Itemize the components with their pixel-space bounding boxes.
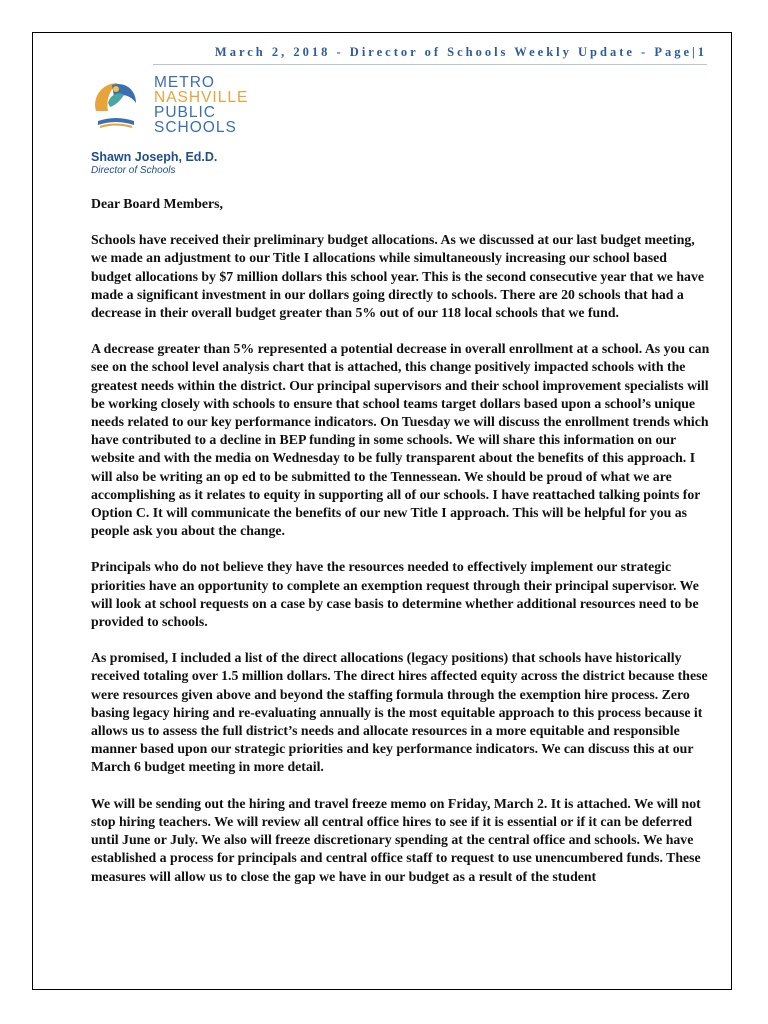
letter-paragraph: As promised, I included a list of the direct allocations (legacy positions) that schools have historically received totaling over 1.5 million dollars. The direct hires affected equity across the district because these were resources given above and beyond the staffing formula through the exemption hire process. Zero basing legacy hiring and re-evaluating annually is the most equitable approach to this process because it allows us to assess the full district’s needs and allocate resources in a more equitable and responsible manner based upon our strategic priorities and key performance indicators. We can discuss this at our March 6 budget meeting in more detail. bbox=[91, 650, 708, 775]
logo-line-public: PUBLIC bbox=[154, 104, 216, 121]
letter-greeting: Dear Board Members, bbox=[91, 196, 223, 211]
signer-title: Director of Schools bbox=[91, 165, 176, 176]
logo-line-metro: METRO bbox=[154, 74, 215, 91]
letter-paragraph: A decrease greater than 5% represented a potential decrease in overall enrollment at a school. As you can see on the school level analysis chart that is attached, this change positively impacted schools with the greatest needs within the district. Our principal supervisors and their school improvement specialists will be working closely with schools to ensure that school teams target dollars based upon a school’s unique needs related to our key performance indicators. On Tuesday we will discuss the enrollment trends which have contributed to a decline in BEP funding in some schools. We will share this information on our website and with the media on Wednesday to be fully transparent about the benefits of this approach. I will also be writing an op ed to be submitted to the Tennessean. We should be proud of what we are accomplishing as it relates to equity in supporting all of our schools. I have reattached talking points for Option C. It will communicate the benefits of our new Title I approach. This will be helpful for you as people ask you about the change. bbox=[91, 341, 710, 539]
logo-wordmark bbox=[154, 75, 248, 135]
logo-line-schools: SCHOOLS bbox=[154, 119, 237, 136]
logo-line-nashville: NASHVILLE bbox=[154, 89, 249, 106]
signer-block bbox=[91, 150, 217, 176]
running-header: March 2, 2018 - Director of Schools Weekly Update - Page|1 bbox=[214, 45, 707, 59]
letter-paragraph: We will be sending out the hiring and travel freeze memo on Friday, March 2. It is attached. We will not stop hiring teachers. We will review all central office hires to see if it is essential or if it can be deferred until June or July. We also will freeze discretionary spending at the central office and schools. We have established a process for principals and central office staff to request to use unencumbered funds. These measures will allow us to close the gap we have in our budget as a result of the student bbox=[91, 795, 701, 884]
header-rule bbox=[153, 64, 707, 65]
signer-name: Shawn Joseph, Ed.D. bbox=[91, 150, 218, 164]
document-page bbox=[32, 32, 732, 990]
letter-body bbox=[91, 195, 711, 904]
letter-paragraph: Principals who do not believe they have the resources needed to effectively implement our strategic priorities have an opportunity to complete an exemption request through their principal supervisor. We will look at school requests on a case by case basis to determine whether additional resources need to be provided to schools. bbox=[91, 559, 699, 630]
logo-emblem-icon bbox=[88, 77, 146, 135]
letter-paragraph: Schools have received their preliminary budget allocations. As we discussed at our last budget meeting, we made an adjustment to our Title I allocations while simultaneously increasing our school based budget allocations by $7 million dollars this school year. This is the second consecutive year that we have made a significant investment in our dollars going directly to schools. There are 20 schools that had a decrease in their overall budget greater than 5% out of our 118 local schools that we fund. bbox=[91, 232, 704, 321]
district-logo bbox=[88, 73, 248, 143]
